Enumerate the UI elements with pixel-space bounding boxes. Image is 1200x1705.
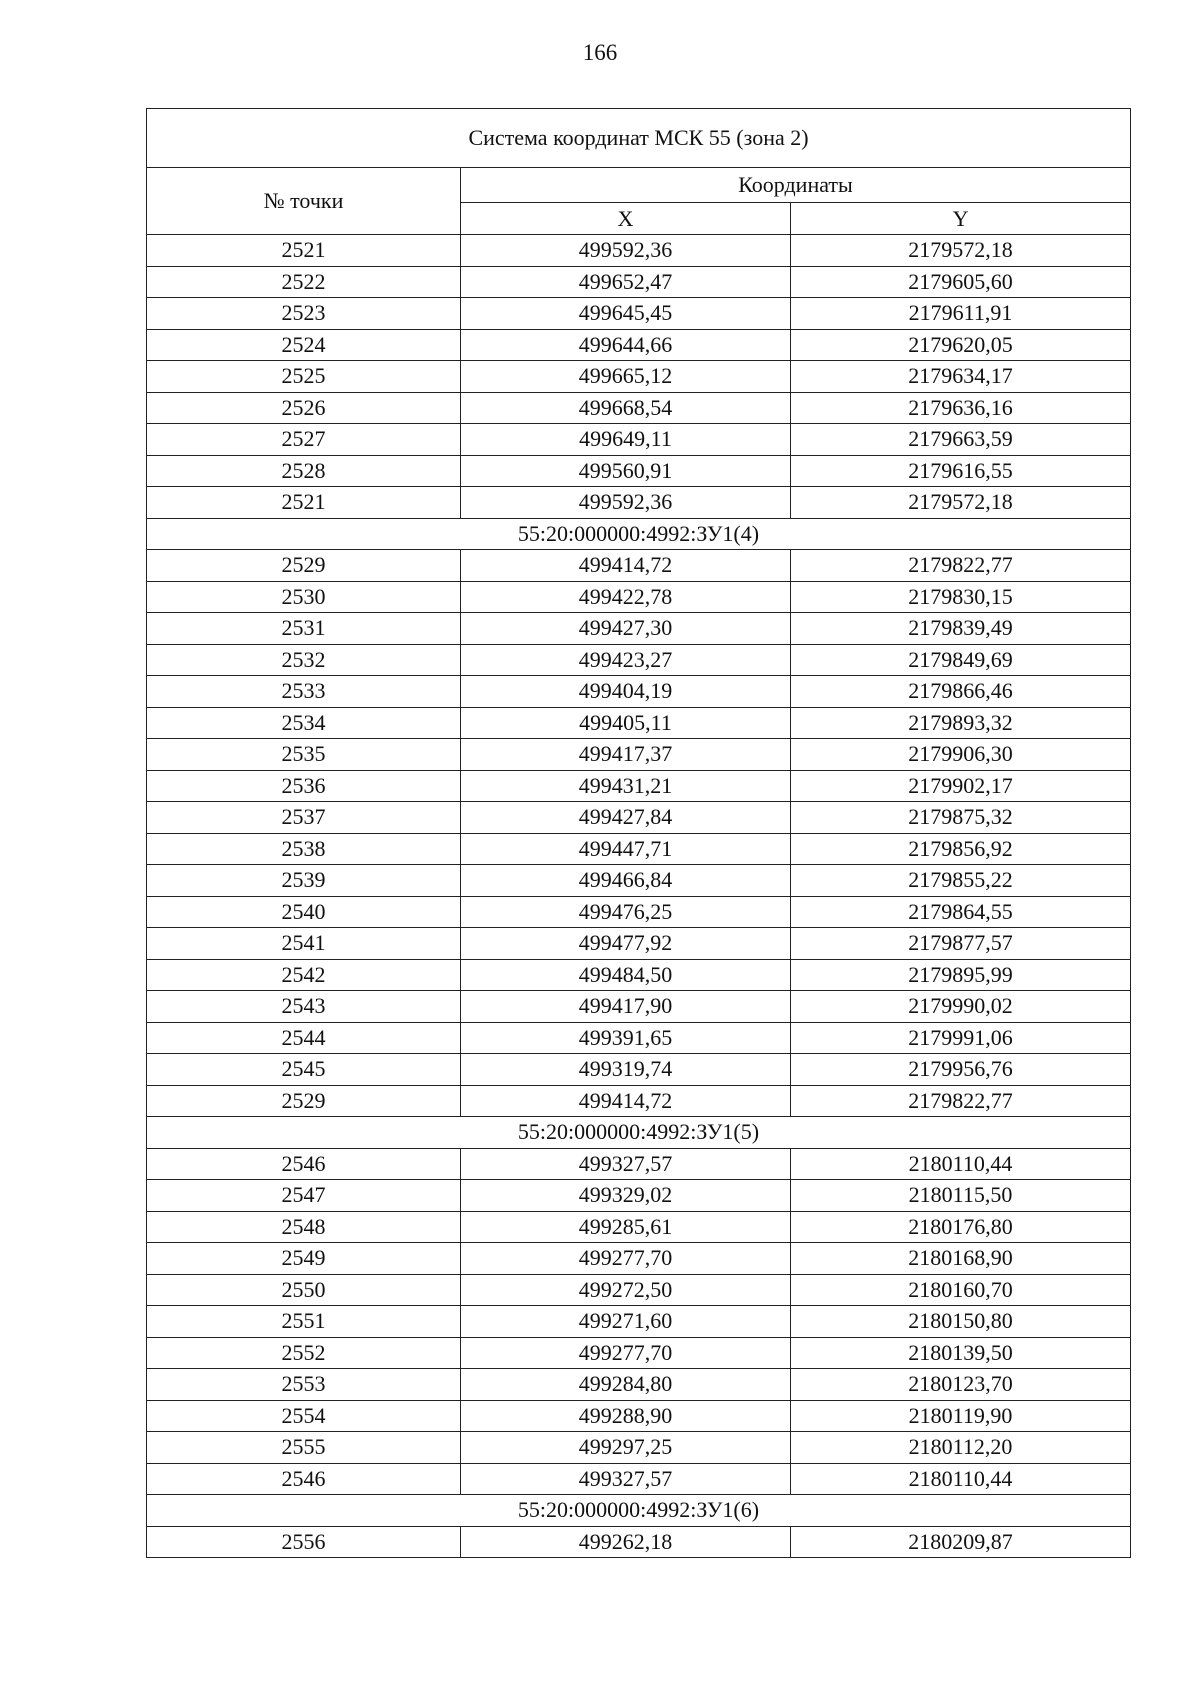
y-coordinate-cell: 2180168,90	[791, 1243, 1131, 1275]
x-coordinate-cell: 499592,36	[461, 487, 791, 519]
point-number-cell: 2522	[147, 266, 461, 298]
table-row	[147, 581, 1131, 613]
x-coordinate-cell: 499272,50	[461, 1274, 791, 1306]
point-number-cell: 2527	[147, 424, 461, 456]
point-number-cell: 2539	[147, 865, 461, 897]
point-number-cell: 2542	[147, 959, 461, 991]
y-coordinate-cell: 2179830,15	[791, 581, 1131, 613]
y-coordinate-cell: 2180115,50	[791, 1180, 1131, 1212]
coordinates-header: Координаты	[461, 168, 1131, 203]
table-body	[147, 235, 1131, 1558]
y-coordinate-cell: 2179902,17	[791, 770, 1131, 802]
y-coordinate-cell: 2179906,30	[791, 739, 1131, 771]
x-coordinate-cell: 499271,60	[461, 1306, 791, 1338]
point-number-cell: 2536	[147, 770, 461, 802]
section-label: 55:20:000000:4992:ЗУ1(6)	[147, 1495, 1131, 1527]
table-row	[147, 802, 1131, 834]
table-row	[147, 361, 1131, 393]
table-title-row	[147, 109, 1131, 168]
x-coordinate-cell: 499668,54	[461, 392, 791, 424]
y-coordinate-cell: 2179895,99	[791, 959, 1131, 991]
table-row	[147, 455, 1131, 487]
point-number-cell: 2543	[147, 991, 461, 1023]
table-row	[147, 1463, 1131, 1495]
point-number-cell: 2550	[147, 1274, 461, 1306]
x-coordinate-cell: 499288,90	[461, 1400, 791, 1432]
x-coordinate-cell: 499592,36	[461, 235, 791, 267]
point-number-cell: 2537	[147, 802, 461, 834]
x-coordinate-cell: 499466,84	[461, 865, 791, 897]
x-coordinate-cell: 499284,80	[461, 1369, 791, 1401]
x-coordinate-cell: 499327,57	[461, 1463, 791, 1495]
table-row	[147, 1054, 1131, 1086]
point-number-cell: 2553	[147, 1369, 461, 1401]
x-coordinate-cell: 499665,12	[461, 361, 791, 393]
point-number-cell: 2532	[147, 644, 461, 676]
table-row	[147, 487, 1131, 519]
y-coordinate-cell: 2179866,46	[791, 676, 1131, 708]
point-number-cell: 2523	[147, 298, 461, 330]
point-number-header: № точки	[147, 168, 461, 235]
y-coordinate-cell: 2180110,44	[791, 1148, 1131, 1180]
table-row	[147, 1022, 1131, 1054]
x-coordinate-cell: 499649,11	[461, 424, 791, 456]
table-row	[147, 1400, 1131, 1432]
point-number-cell: 2554	[147, 1400, 461, 1432]
table-row	[147, 298, 1131, 330]
table-row	[147, 770, 1131, 802]
table-row	[147, 613, 1131, 645]
point-number-cell: 2521	[147, 487, 461, 519]
point-number-cell: 2549	[147, 1243, 461, 1275]
section-row	[147, 1117, 1131, 1149]
point-number-cell: 2535	[147, 739, 461, 771]
table-row	[147, 833, 1131, 865]
y-coordinate-cell: 2179956,76	[791, 1054, 1131, 1086]
x-coordinate-cell: 499484,50	[461, 959, 791, 991]
point-number-cell: 2555	[147, 1432, 461, 1464]
y-coordinate-cell: 2180112,20	[791, 1432, 1131, 1464]
point-number-cell: 2546	[147, 1463, 461, 1495]
table-row	[147, 1274, 1131, 1306]
x-coordinate-cell: 499644,66	[461, 329, 791, 361]
x-coordinate-cell: 499422,78	[461, 581, 791, 613]
point-number-cell: 2533	[147, 676, 461, 708]
table-row	[147, 1211, 1131, 1243]
y-coordinate-cell: 2180176,80	[791, 1211, 1131, 1243]
section-row	[147, 1495, 1131, 1527]
table-row	[147, 644, 1131, 676]
y-coordinate-cell: 2179636,16	[791, 392, 1131, 424]
y-coordinate-cell: 2180119,90	[791, 1400, 1131, 1432]
table-row	[147, 1243, 1131, 1275]
table-row	[147, 392, 1131, 424]
table-row	[147, 928, 1131, 960]
point-number-cell: 2540	[147, 896, 461, 928]
x-coordinate-cell: 499277,70	[461, 1243, 791, 1275]
point-number-cell: 2529	[147, 550, 461, 582]
x-header: X	[461, 203, 791, 235]
table-row	[147, 959, 1131, 991]
point-number-cell: 2524	[147, 329, 461, 361]
x-coordinate-cell: 499262,18	[461, 1526, 791, 1558]
y-coordinate-cell: 2180139,50	[791, 1337, 1131, 1369]
x-coordinate-cell: 499645,45	[461, 298, 791, 330]
x-coordinate-cell: 499404,19	[461, 676, 791, 708]
table-row	[147, 550, 1131, 582]
section-row	[147, 518, 1131, 550]
x-coordinate-cell: 499391,65	[461, 1022, 791, 1054]
table-row	[147, 1369, 1131, 1401]
y-coordinate-cell: 2179822,77	[791, 1085, 1131, 1117]
table-title: Система координат МСК 55 (зона 2)	[147, 109, 1131, 168]
x-coordinate-cell: 499476,25	[461, 896, 791, 928]
y-coordinate-cell: 2179634,17	[791, 361, 1131, 393]
y-coordinate-cell: 2179991,06	[791, 1022, 1131, 1054]
y-coordinate-cell: 2179620,05	[791, 329, 1131, 361]
y-coordinate-cell: 2179611,91	[791, 298, 1131, 330]
point-number-cell: 2546	[147, 1148, 461, 1180]
y-coordinate-cell: 2179572,18	[791, 235, 1131, 267]
table-row	[147, 1148, 1131, 1180]
point-number-cell: 2545	[147, 1054, 461, 1086]
table-row	[147, 1526, 1131, 1558]
y-coordinate-cell: 2179856,92	[791, 833, 1131, 865]
table-row	[147, 266, 1131, 298]
table-row	[147, 707, 1131, 739]
table-row	[147, 329, 1131, 361]
table-row	[147, 676, 1131, 708]
table-row	[147, 739, 1131, 771]
table-row	[147, 1180, 1131, 1212]
x-coordinate-cell: 499447,71	[461, 833, 791, 865]
table-row	[147, 865, 1131, 897]
table-row	[147, 1337, 1131, 1369]
x-coordinate-cell: 499297,25	[461, 1432, 791, 1464]
table-row	[147, 1432, 1131, 1464]
x-coordinate-cell: 499405,11	[461, 707, 791, 739]
section-label: 55:20:000000:4992:ЗУ1(4)	[147, 518, 1131, 550]
point-number-cell: 2528	[147, 455, 461, 487]
x-coordinate-cell: 499560,91	[461, 455, 791, 487]
point-number-cell: 2526	[147, 392, 461, 424]
y-coordinate-cell: 2179839,49	[791, 613, 1131, 645]
page-number: 166	[582, 40, 618, 65]
table-header-row	[147, 168, 1131, 203]
table-row	[147, 424, 1131, 456]
point-number-cell: 2556	[147, 1526, 461, 1558]
x-coordinate-cell: 499414,72	[461, 550, 791, 582]
point-number-cell: 2534	[147, 707, 461, 739]
y-coordinate-cell: 2179616,55	[791, 455, 1131, 487]
x-coordinate-cell: 499285,61	[461, 1211, 791, 1243]
table-row	[147, 896, 1131, 928]
point-number-cell: 2544	[147, 1022, 461, 1054]
x-coordinate-cell: 499417,90	[461, 991, 791, 1023]
section-label: 55:20:000000:4992:ЗУ1(5)	[147, 1117, 1131, 1149]
x-coordinate-cell: 499417,37	[461, 739, 791, 771]
y-coordinate-cell: 2180110,44	[791, 1463, 1131, 1495]
x-coordinate-cell: 499652,47	[461, 266, 791, 298]
x-coordinate-cell: 499431,21	[461, 770, 791, 802]
table-row	[147, 235, 1131, 267]
y-coordinate-cell: 2179864,55	[791, 896, 1131, 928]
y-coordinate-cell: 2179572,18	[791, 487, 1131, 519]
y-coordinate-cell: 2179875,32	[791, 802, 1131, 834]
y-coordinate-cell: 2180123,70	[791, 1369, 1131, 1401]
point-number-cell: 2529	[147, 1085, 461, 1117]
y-coordinate-cell: 2179893,32	[791, 707, 1131, 739]
y-coordinate-cell: 2179990,02	[791, 991, 1131, 1023]
y-coordinate-cell: 2179605,60	[791, 266, 1131, 298]
point-number-cell: 2525	[147, 361, 461, 393]
point-number-cell: 2541	[147, 928, 461, 960]
point-number-cell: 2521	[147, 235, 461, 267]
y-coordinate-cell: 2180209,87	[791, 1526, 1131, 1558]
x-coordinate-cell: 499319,74	[461, 1054, 791, 1086]
x-coordinate-cell: 499329,02	[461, 1180, 791, 1212]
y-coordinate-cell: 2179822,77	[791, 550, 1131, 582]
y-coordinate-cell: 2179849,69	[791, 644, 1131, 676]
y-coordinate-cell: 2179855,22	[791, 865, 1131, 897]
y-header: Y	[791, 203, 1131, 235]
y-coordinate-cell: 2180160,70	[791, 1274, 1131, 1306]
table-row	[147, 991, 1131, 1023]
x-coordinate-cell: 499427,84	[461, 802, 791, 834]
point-number-cell: 2531	[147, 613, 461, 645]
y-coordinate-cell: 2180150,80	[791, 1306, 1131, 1338]
point-number-cell: 2547	[147, 1180, 461, 1212]
point-number-cell: 2551	[147, 1306, 461, 1338]
x-coordinate-cell: 499414,72	[461, 1085, 791, 1117]
coordinates-table	[146, 108, 1131, 1558]
point-number-cell: 2552	[147, 1337, 461, 1369]
x-coordinate-cell: 499423,27	[461, 644, 791, 676]
table-row	[147, 1306, 1131, 1338]
point-number-cell: 2530	[147, 581, 461, 613]
x-coordinate-cell: 499427,30	[461, 613, 791, 645]
y-coordinate-cell: 2179877,57	[791, 928, 1131, 960]
point-number-cell: 2538	[147, 833, 461, 865]
point-number-cell: 2548	[147, 1211, 461, 1243]
y-coordinate-cell: 2179663,59	[791, 424, 1131, 456]
table-row	[147, 1085, 1131, 1117]
x-coordinate-cell: 499327,57	[461, 1148, 791, 1180]
x-coordinate-cell: 499477,92	[461, 928, 791, 960]
x-coordinate-cell: 499277,70	[461, 1337, 791, 1369]
